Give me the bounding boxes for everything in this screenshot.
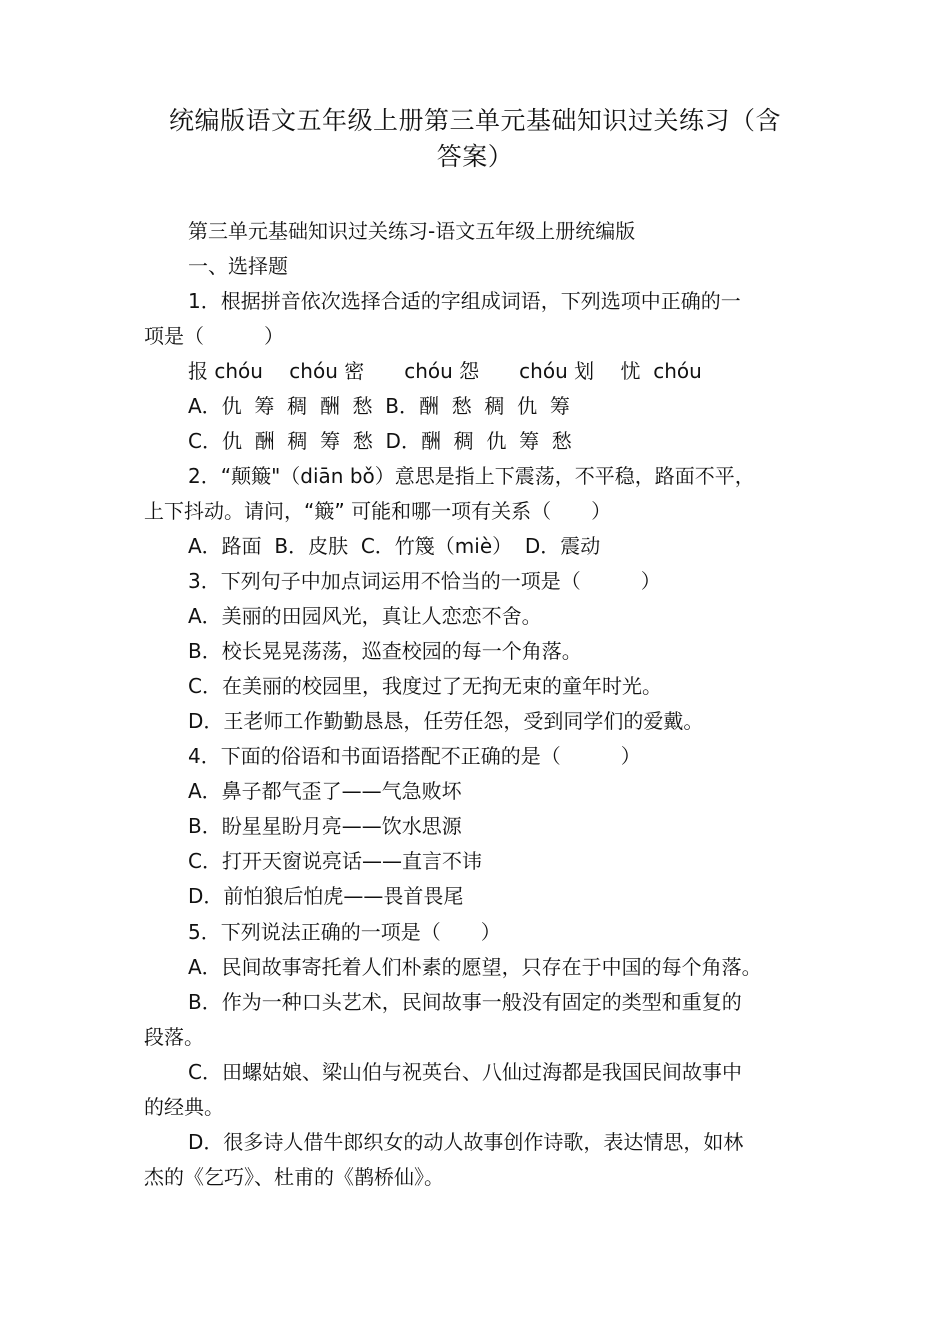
- q2-options: A．路面 B．皮肤 C．竹篾（miè） D．震动: [188, 534, 601, 558]
- q3-stem: 3．下列句子中加点词运用不恰当的一项是（ ）: [188, 569, 661, 593]
- q5-option-c-line-1: C．田螺姑娘、梁山伯与祝英台、八仙过海都是我国民间故事中: [188, 1060, 742, 1084]
- q5-option-a: A．民间故事寄托着人们朴素的愿望，只存在于中国的每个角落。: [188, 955, 762, 979]
- q3-option-a: A．美丽的田园风光，真让人恋恋不舍。: [188, 604, 542, 628]
- q1-stem-line-1: 1．根据拼音依次选择合适的字组成词语，下列选项中正确的一: [188, 289, 741, 313]
- q5-option-d-line-1: D．很多诗人借牛郎织女的动人故事创作诗歌，表达情思，如林: [188, 1130, 744, 1154]
- document-title-line-1: 统编版语文五年级上册第三单元基础知识过关练习（含: [168, 106, 781, 135]
- q3-option-d: D．王老师工作勤勤恳恳，任劳任怨，受到同学们的爱戴。: [188, 709, 704, 733]
- q5-option-b-line-1: B．作为一种口头艺术，民间故事一般没有固定的类型和重复的: [188, 990, 742, 1014]
- document-subtitle: 第三单元基础知识过关练习-语文五年级上册统编版: [188, 219, 636, 243]
- q1-pinyin-prompt: 报 chóu chóu 密 chóu 怨 chóu 划 忧 chóu: [188, 359, 702, 383]
- q5-option-b-line-2: 段落。: [144, 1025, 204, 1049]
- q4-option-a: A．鼻子都气歪了——气急败坏: [188, 779, 462, 803]
- q1-stem-line-2: 项是（ ）: [144, 324, 284, 348]
- q4-stem: 4．下面的俗语和书面语搭配不正确的是（ ）: [188, 744, 641, 768]
- q2-stem-line-1: 2．“颠簸"（diān bǒ）意思是指上下震荡，不平稳，路面不平，: [188, 464, 755, 488]
- q3-option-c: C．在美丽的校园里，我度过了无拘无束的童年时光。: [188, 674, 662, 698]
- q2-stem-line-2: 上下抖动。请问，“簸” 可能和哪一项有关系（ ）: [144, 499, 612, 523]
- document-title-line-2: 答案）: [436, 142, 514, 171]
- section-heading: 一、选择题: [188, 254, 288, 278]
- q5-stem: 5．下列说法正确的一项是（ ）: [188, 920, 501, 944]
- q3-option-b: B．校长晃晃荡荡，巡查校园的每一个角落。: [188, 639, 582, 663]
- q1-options-line-1: A．仇 筹 稠 酬 愁 B．酬 愁 稠 仇 筹: [188, 394, 570, 418]
- q5-option-c-line-2: 的经典。: [144, 1095, 224, 1119]
- q5-option-d-line-2: 杰的《乞巧》、杜甫的《鹊桥仙》。: [144, 1165, 444, 1189]
- q4-option-c: C．打开天窗说亮话——直言不讳: [188, 849, 482, 873]
- q4-option-b: B．盼星星盼月亮——饮水思源: [188, 814, 462, 838]
- q4-option-d: D．前怕狼后怕虎——畏首畏尾: [188, 884, 464, 908]
- q1-options-line-2: C．仇 酬 稠 筹 愁 D．酬 稠 仇 筹 愁: [188, 429, 572, 453]
